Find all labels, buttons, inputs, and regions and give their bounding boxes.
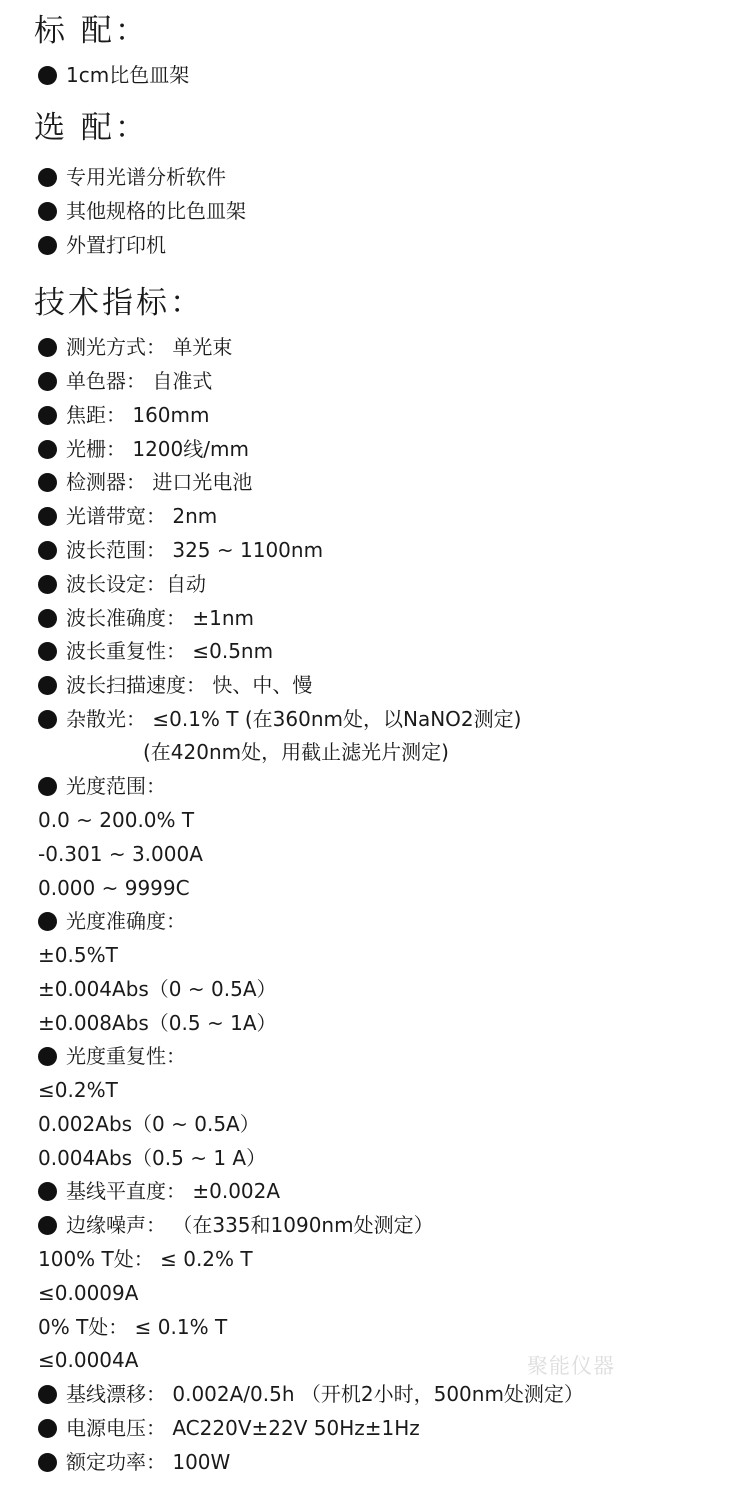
spec-value-line: ±0.5%T [38, 943, 118, 967]
spec-value-line: 0% T处： ≤ 0.1% T [38, 1315, 228, 1339]
bullet-icon [38, 642, 57, 661]
spec-line: 波长准确度： ±1nm [38, 603, 254, 633]
bullet-icon [38, 676, 57, 695]
spec-value-line: -0.301 ~ 3.000A [38, 842, 203, 866]
bullet-icon [38, 473, 57, 492]
bullet-icon [38, 710, 57, 729]
spec-value-line: ≤0.2%T [38, 1078, 118, 1102]
spec-value-line: 0.004Abs（0.5 ~ 1 A） [38, 1146, 267, 1170]
spec-line-continuation: (在420nm处，用截止滤光片测定) [143, 740, 449, 764]
standard-heading: 标 配： [34, 13, 149, 49]
bullet-icon [38, 575, 57, 594]
spec-line: 额定功率： 100W [38, 1447, 230, 1477]
bullet-icon [38, 372, 57, 391]
bullet-icon [38, 1453, 57, 1472]
spec-line: 边缘噪声： （在335和1090nm处测定） [38, 1210, 434, 1240]
spec-line: 光栅： 1200线/mm [38, 434, 249, 464]
bullet-icon [38, 1047, 57, 1066]
optional-item: 专用光谱分析软件 [38, 162, 226, 192]
spec-value-line: ≤0.0004A [38, 1348, 139, 1372]
optional-item: 其他规格的比色皿架 [38, 196, 246, 226]
bullet-icon [38, 912, 57, 931]
bullet-icon [38, 1419, 57, 1438]
bullet-icon [38, 1385, 57, 1404]
bullet-icon [38, 1216, 57, 1235]
spec-line: 波长扫描速度： 快、中、慢 [38, 670, 312, 700]
spec-line: 波长重复性： ≤0.5nm [38, 636, 273, 666]
spec-line: 基线平直度： ±0.002A [38, 1176, 280, 1206]
spec-line: 测光方式： 单光束 [38, 332, 232, 362]
bullet-icon [38, 1182, 57, 1201]
bullet-icon [38, 440, 57, 459]
bullet-icon [38, 777, 57, 796]
bullet-icon [38, 609, 57, 628]
bullet-icon [38, 507, 57, 526]
spec-line: 波长范围： 325 ~ 1100nm [38, 535, 323, 565]
spec-line: 光度准确度： [38, 906, 186, 936]
spec-line: 单色器： 自准式 [38, 366, 212, 396]
bullet-icon [38, 168, 57, 187]
bullet-icon [38, 202, 57, 221]
bullet-icon [38, 236, 57, 255]
watermark: 聚能仪器 [527, 1354, 615, 1378]
spec-value-line: 0.0 ~ 200.0% T [38, 808, 195, 832]
spec-line: 光度重复性： [38, 1041, 186, 1071]
spec-line: 基线漂移： 0.002A/0.5h （开机2小时，500nm处测定） [38, 1379, 584, 1409]
spec-value-line: ≤0.0009A [38, 1281, 139, 1305]
spec-value-line: ±0.004Abs（0 ~ 0.5A） [38, 977, 277, 1001]
specs-heading: 技术指标： [34, 285, 204, 321]
spec-line: 杂散光： ≤0.1% T (在360nm处，以NaNO2测定) [38, 704, 521, 734]
spec-line: 波长设定：自动 [38, 569, 206, 599]
spec-line: 电源电压： AC220V±22V 50Hz±1Hz [38, 1413, 420, 1443]
spec-line: 光度范围： [38, 771, 166, 801]
spec-line: 检测器： 进口光电池 [38, 467, 252, 497]
spec-value-line: 0.002Abs（0 ~ 0.5A） [38, 1112, 260, 1136]
bullet-icon [38, 406, 57, 425]
bullet-icon [38, 541, 57, 560]
spec-value-line: 100% T处： ≤ 0.2% T [38, 1247, 253, 1271]
spec-line: 光谱带宽： 2nm [38, 501, 217, 531]
optional-heading: 选 配： [34, 110, 149, 146]
optional-item: 外置打印机 [38, 230, 166, 260]
standard-item: 1cm比色皿架 [38, 60, 189, 90]
spec-value-line: 0.000 ~ 9999C [38, 876, 190, 900]
spec-line: 焦距： 160mm [38, 400, 210, 430]
spec-value-line: ±0.008Abs（0.5 ~ 1A） [38, 1011, 277, 1035]
bullet-icon [38, 66, 57, 85]
bullet-icon [38, 338, 57, 357]
